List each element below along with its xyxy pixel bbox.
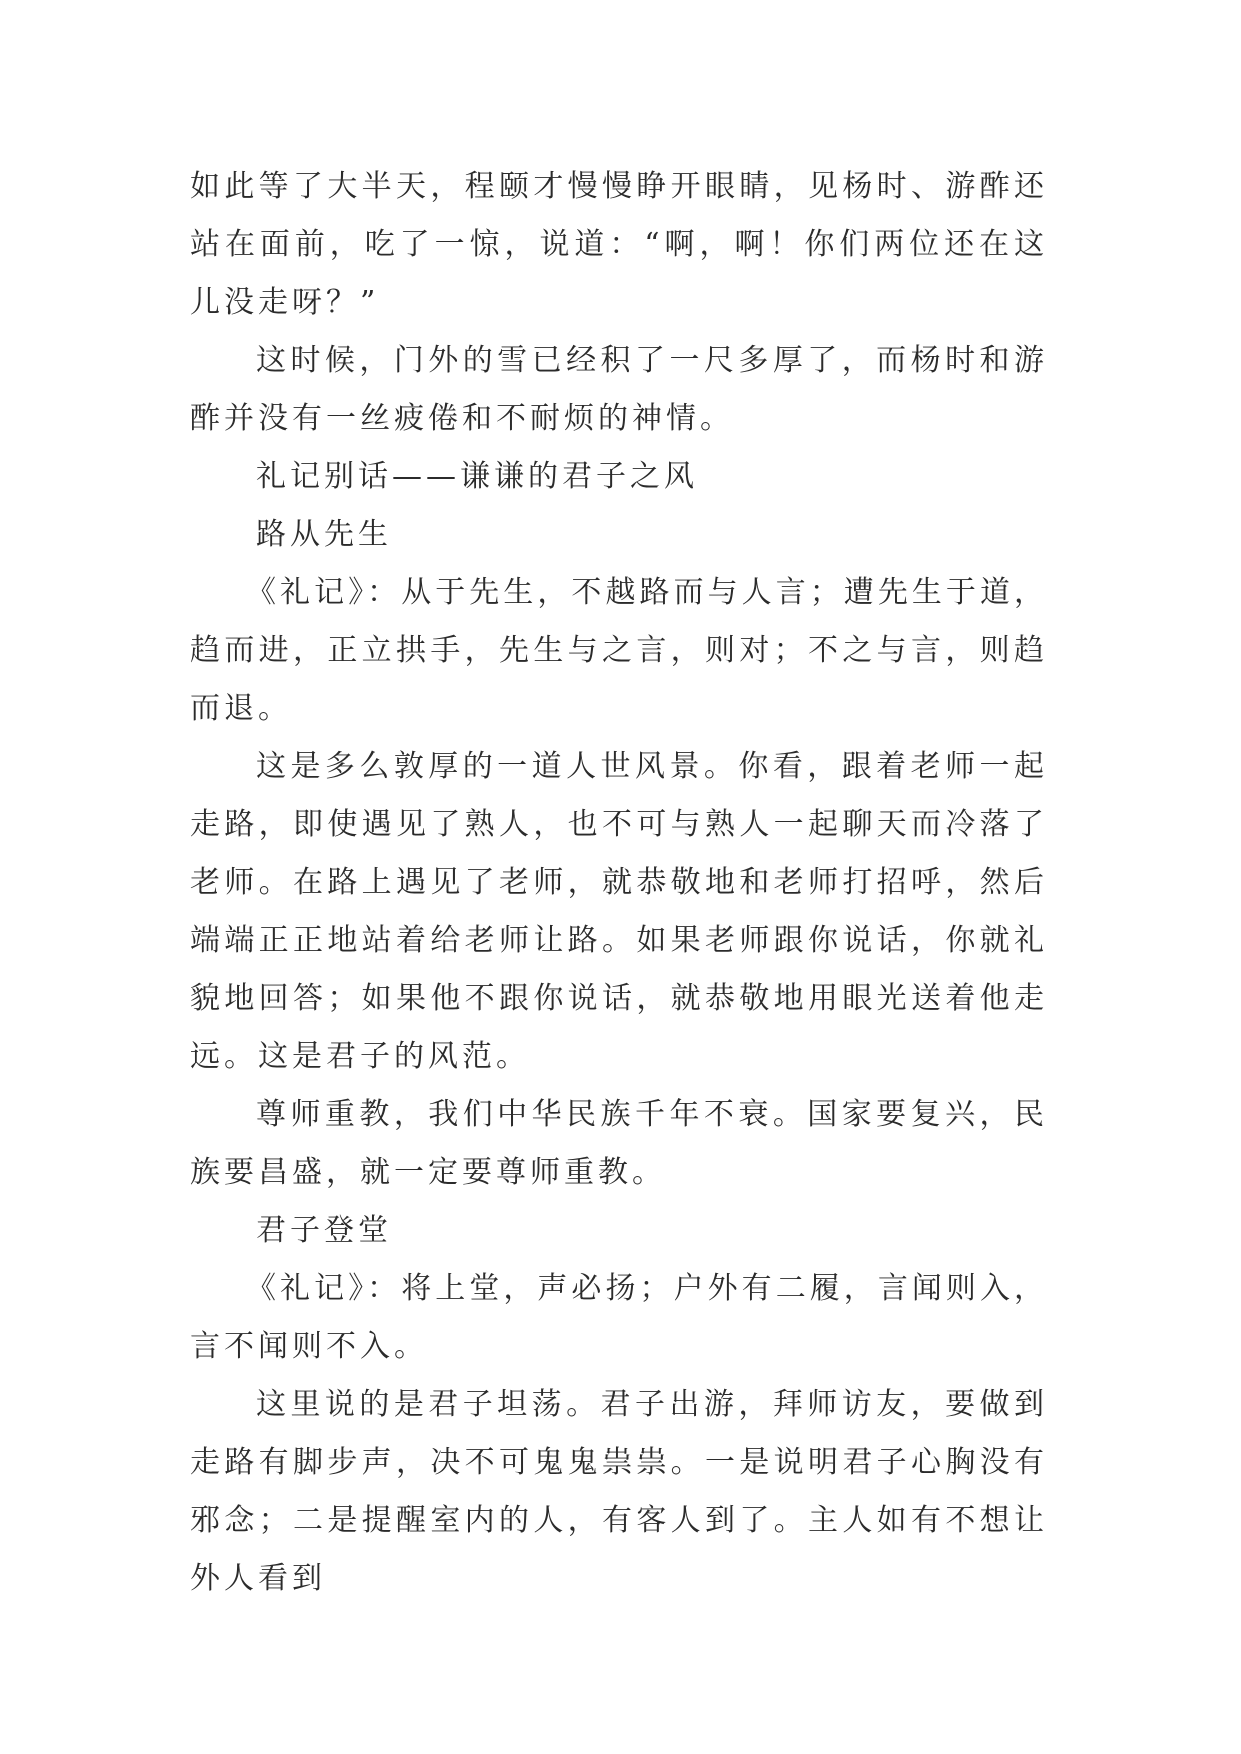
subheading-following-teacher: 路从先生 (256, 517, 392, 552)
quote-liji-road: 《礼记》：从于先生，不越路而与人言；遭先生于道，趋而进，正立拱手，先生与之言，则对；不之与言，则趋而退。 (190, 575, 1048, 726)
paragraph-road-explanation: 这是多么敦厚的一道人世风景。你看，跟着老师一起走路，即使遇见了熟人，也不可与熟人一起聊天而冷落了老师。在路上遇见了老师，就恭敬地和老师打招呼，然后端端正正地站着给老师让路。如果老师跟你说话，你就礼貌地回答；如果他不跟你说话，就恭敬地用眼光送着他走远。这是君子的风范。 (190, 749, 1048, 1074)
paragraph-snow: 这时候，门外的雪已经积了一尺多厚了，而杨时和游酢并没有一丝疲倦和不耐烦的神情。 (190, 343, 1048, 436)
paragraph-respect-teachers: 尊师重教，我们中华民族千年不衰。国家要复兴，民族要昌盛，就一定要尊师重教。 (190, 1097, 1048, 1190)
section-title: 礼记别话——谦谦的君子之风 (256, 459, 698, 494)
paragraph-hall-explanation: 这里说的是君子坦荡。君子出游，拜师访友，要做到走路有脚步声，决不可鬼鬼祟祟。一是说明君子心胸没有邪念；二是提醒室内的人，有客人到了。主人如有不想让外人看到 (190, 1387, 1048, 1596)
quote-liji-hall: 《礼记》：将上堂，声必扬；户外有二履，言闻则入，言不闻则不入。 (190, 1271, 1048, 1364)
document-body (190, 158, 1048, 1608)
subheading-entering-hall: 君子登堂 (256, 1213, 392, 1248)
paragraph-continuation: 如此等了大半天，程颐才慢慢睁开眼睛，见杨时、游酢还站在面前，吃了一惊，说道：“啊，啊！你们两位还在这儿没走呀？” (190, 169, 1048, 320)
